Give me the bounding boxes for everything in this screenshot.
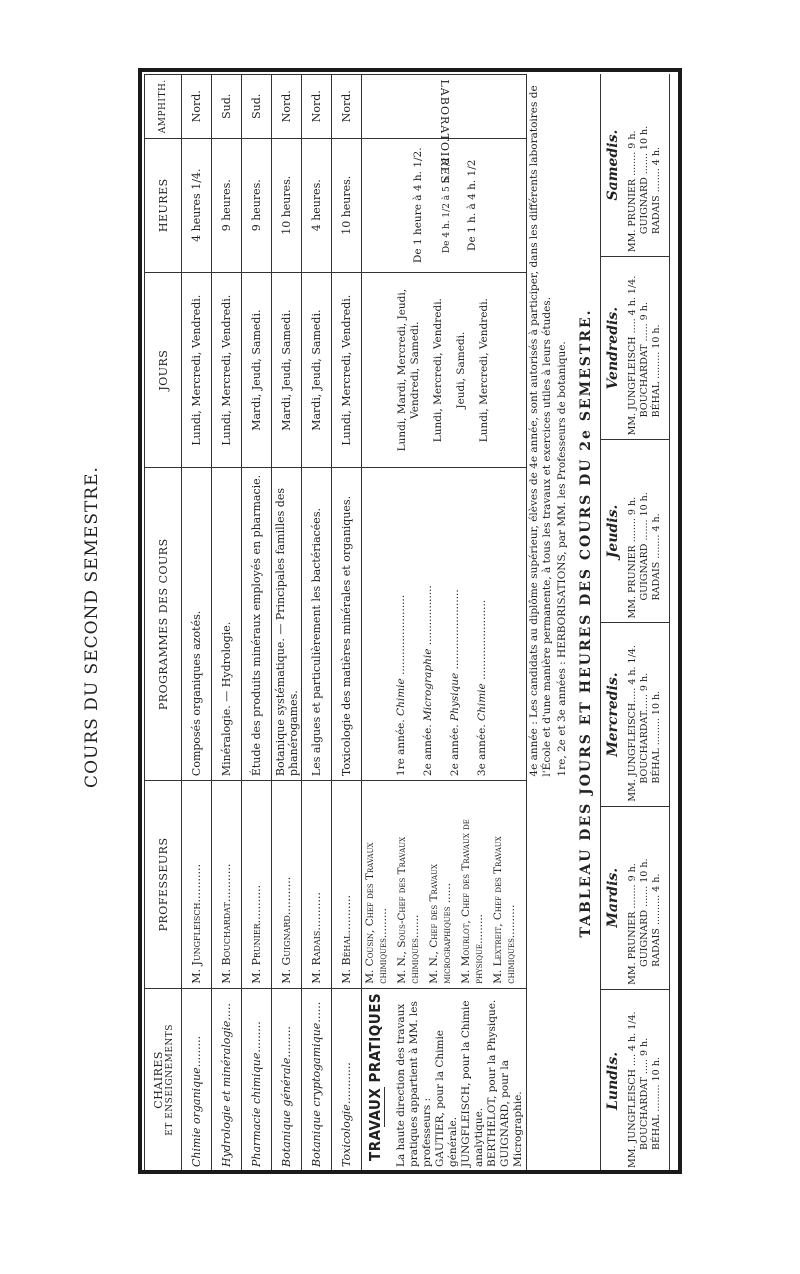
tp-annees-cell: [362, 468, 527, 781]
laboratoires-label: LABORATOIRES: [437, 79, 451, 184]
annee-label: 2e année.: [449, 724, 461, 777]
professeur-cell: M. Béhal...........: [332, 781, 362, 989]
annee-label: 1re année.: [395, 719, 407, 777]
page-title-text: COURS DU SECOND SEMESTRE.: [82, 466, 102, 788]
schedule-day: [601, 74, 669, 256]
table-row: [182, 75, 212, 1172]
day-name: Jeudis.: [605, 504, 621, 559]
amphi-cell: Nord.: [272, 75, 302, 139]
heures-cell: 9 heures.: [242, 138, 272, 272]
tp-annee-3: 2e année. Physique ........................: [449, 589, 461, 777]
professeur-cell: M. Jungfleisch...........: [182, 781, 212, 989]
chaire-cell: Hydrologie et minéralogie.....: [212, 988, 242, 1171]
travaux-pratiques-row: [362, 75, 527, 1172]
schedule-entry: MM. JUNGFLEISCH .... 4 h. 1/4.: [627, 1011, 638, 1168]
annee-label: 3e année.: [476, 724, 488, 777]
jours-cell: Mardi, Jeudi, Samedi.: [302, 272, 332, 467]
notes-row: [527, 75, 571, 1172]
tp-jours: Lundi, Mercredi, Vendredi.: [477, 298, 490, 443]
tp-chef: M. Cousin, Chef des Travaux chimiques.........: [364, 842, 389, 984]
schedule-entry: MM. JUNGFLEISCH..... 4 h. 1/4.: [627, 645, 638, 802]
tp-chef: M. Lextreit, Chef des Travaux chimiques..........: [492, 836, 517, 984]
schedule-title: TABLEAU DES JOURS ET HEURES DES COURS DU 2e SEMESTRE.: [578, 308, 594, 938]
schedule-entry: BOUCHARDAT ...... 9 h.: [639, 302, 650, 418]
chaire-cell: Toxicologie............: [332, 988, 362, 1171]
jours-cell: Lundi, Mercredi, Vendredi.: [332, 272, 362, 467]
schedule-entry: BOUCHARDAT...... 9 h.: [639, 672, 650, 784]
schedule-entry: MM. JUNGFLEISCH ..... 4 h. 1/4.: [627, 275, 638, 436]
page-title: [72, 40, 112, 1214]
schedule-entry: RADAIS ........ 4 h.: [651, 146, 662, 235]
annee-sujet: Micrographie: [422, 648, 434, 721]
tp-annee-2: 2e année. Micrographie ..................: [422, 585, 434, 777]
programme-cell: Les algues et particulièrement les bactériacées.: [302, 468, 332, 781]
table-row: [302, 75, 332, 1172]
table-row: [212, 75, 242, 1172]
note-4e-annee: 4e année : Les candidats au diplôme supérieur, élèves de 4e année, sont autorisés à participer, dans les différents laboratoires de l'École et d'une manière permanente, à tous les travaux et exercices utiles à leurs études.: [528, 85, 553, 777]
header-jours: JOURS: [145, 272, 182, 467]
header-chaires: [145, 988, 182, 1171]
schedule-day: [601, 439, 669, 622]
tp-heures: De 1 h. à 4 h. 1/2: [465, 159, 478, 251]
notes-cell: [527, 75, 571, 781]
table-row: [242, 75, 272, 1172]
jours-cell: Lundi, Mercredi, Vendredi.: [182, 272, 212, 467]
schedule-entry: GUIGNARD ....... 10 h.: [639, 492, 650, 601]
chaire-cell: Botanique cryptogamique......: [302, 988, 332, 1171]
header-professeurs: PROFESSEURS: [145, 781, 182, 989]
table-row: [272, 75, 302, 1172]
amphi-cell: Nord.: [302, 75, 332, 139]
tp-direction-cell: [362, 988, 527, 1171]
programme-cell: Minéralogie. — Hydrologie.: [212, 468, 242, 781]
day-name: Vendredis.: [605, 306, 621, 390]
day-name: Lundis.: [605, 1051, 621, 1110]
tp-jours-cell: [362, 272, 527, 467]
tp-director: GAUTIER, pour la Chimie générale.: [434, 1029, 459, 1167]
jours-cell: Mardi, Jeudi, Samedi.: [242, 272, 272, 467]
tp-director: BERTHELOT, pour la Physique.: [486, 999, 498, 1167]
header-heures: HEURES: [145, 138, 182, 272]
heures-cell: 9 heures.: [212, 138, 242, 272]
schedule-entry: RADAIS ........ 4 h.: [651, 513, 662, 601]
programme-cell: Botanique systématique. — Principales familles des phanérogames.: [272, 468, 302, 781]
tp-jours: Lundi, Mercredi, Vendredi.: [431, 298, 444, 443]
chaire-cell: Chimie organique.........: [182, 988, 212, 1171]
programme-cell: Étude des produits minéraux employés en pharmacie.: [242, 468, 272, 781]
schedule-entry: RADAIS .......... 4 h.: [651, 873, 662, 967]
header-amphith: AMPHITH.: [145, 75, 182, 139]
tp-annee-1: 1re année. Chimie ........................: [395, 594, 407, 777]
header-chaires-line2: ET ENSEIGNEMENTS: [164, 1024, 175, 1136]
tp-director: GUIGNARD, pour la Micrographie.: [499, 1060, 524, 1167]
notes-spacer: [527, 988, 571, 1171]
day-name: Samedis.: [605, 129, 621, 201]
professeur-cell: M. Bouchardat...........: [212, 781, 242, 989]
programme-cell: Composés organiques azotés.: [182, 468, 212, 781]
tp-jours: Lundi, Mardi, Mercredi, Jeudi, Vendredi, Samedi.: [395, 288, 421, 452]
schedule-entry: BÉHAL ......... 10 h.: [651, 324, 662, 418]
tp-jours: Jeudi, Samedi.: [454, 331, 467, 409]
schedule-entry: GUIGNARD ....... 10 h.: [639, 858, 650, 967]
tp-director: JUNGFLEISCH, pour la Chimie analytique.: [460, 1000, 485, 1167]
schedule-day: [601, 989, 669, 1172]
heures-cell: 4 heures.: [302, 138, 332, 272]
schedule-entry: MM. PRUNIER ........ 9 h.: [627, 863, 638, 985]
schedule-entry: MM. PRUNIER ........ 9 h.: [627, 496, 638, 619]
schedule-entry: BÉHAL ......... 10 h.: [651, 690, 662, 784]
tp-divider: [384, 1087, 385, 1127]
courses-table: [144, 74, 570, 1172]
heures-cell: 4 heures 1/4.: [182, 138, 212, 272]
note-herborisations: 1re, 2e et 3e années : HERBORISATIONS, par MM. les Professeurs de botanique.: [556, 341, 568, 777]
schedule-day: [601, 806, 669, 989]
rotated-content: [144, 74, 678, 1172]
schedule-entry: BÉHAL ......... 10 h.: [651, 1057, 662, 1150]
heures-cell: 10 heures.: [332, 138, 362, 272]
annee-sujet: Chimie: [395, 678, 407, 716]
table-frame: [138, 68, 682, 1174]
schedule-entry: GUIGNARD ....... 10 h.: [639, 125, 650, 235]
annee-sujet: Physique: [449, 672, 461, 721]
tp-chefs-cell: [362, 781, 527, 989]
laboratoires-cell: [362, 75, 527, 184]
jours-cell: Lundi, Mercredi, Vendredi.: [212, 272, 242, 467]
programme-cell: Toxicologie des matières minérales et organiques.: [332, 468, 362, 781]
professeur-cell: M. Guignard...........: [272, 781, 302, 989]
annee-label: 2e année.: [422, 724, 434, 777]
tp-chef: M. N., Chef des Travaux micrographiques ......: [428, 864, 453, 984]
schedule-day: [601, 256, 669, 439]
jours-cell: Mardi, Jeudi, Samedi.: [272, 272, 302, 467]
schedule-day: [601, 622, 669, 805]
amphi-cell: Nord.: [182, 75, 212, 139]
schedule-table: [600, 74, 670, 1172]
tp-annee-4: 3e année. Chimie ........................: [476, 599, 488, 777]
professeur-cell: M. Prunier...........: [242, 781, 272, 989]
tp-chef: M. N., Sous-Chef des Travaux chimiques.......: [396, 836, 421, 984]
header-chaires-line1: CHAIRES: [151, 1051, 165, 1109]
tp-heures: De 1 heure à 4 h. 1/2.: [411, 147, 424, 264]
amphi-cell: Nord.: [332, 75, 362, 139]
day-name: Mardis.: [605, 867, 621, 928]
schedule-entry: BOUCHARDAT ..... 9 h.: [639, 1037, 650, 1150]
chaire-cell: Botanique générale.........: [272, 988, 302, 1171]
heures-cell: 10 heures.: [272, 138, 302, 272]
chaire-cell: Pharmacie chimique.........: [242, 988, 272, 1171]
table-row: [332, 75, 362, 1172]
professeur-cell: M. Radais...........: [302, 781, 332, 989]
notes-spacer: [527, 781, 571, 989]
header-row: [145, 75, 182, 1172]
schedule-entry: MM. PRUNIER ........ 9 h.: [627, 130, 638, 253]
annee-sujet: Chimie: [476, 683, 488, 721]
tp-heures: De 4 h. 1/2 à 5 h. 1/2: [441, 157, 452, 254]
tp-chef: M. Mourlot, Chef des Travaux de physique.........: [460, 819, 485, 984]
header-programmes: PROGRAMMES DES COURS: [145, 468, 182, 781]
tp-intro: La haute direction des travaux pratiques appartient à MM. les professeurs :: [395, 1001, 433, 1167]
amphi-cell: Sud.: [212, 75, 242, 139]
amphi-cell: Sud.: [242, 75, 272, 139]
day-name: Mercredis.: [605, 672, 621, 757]
tp-title: TRAVAUX PRATIQUES: [366, 992, 384, 1161]
